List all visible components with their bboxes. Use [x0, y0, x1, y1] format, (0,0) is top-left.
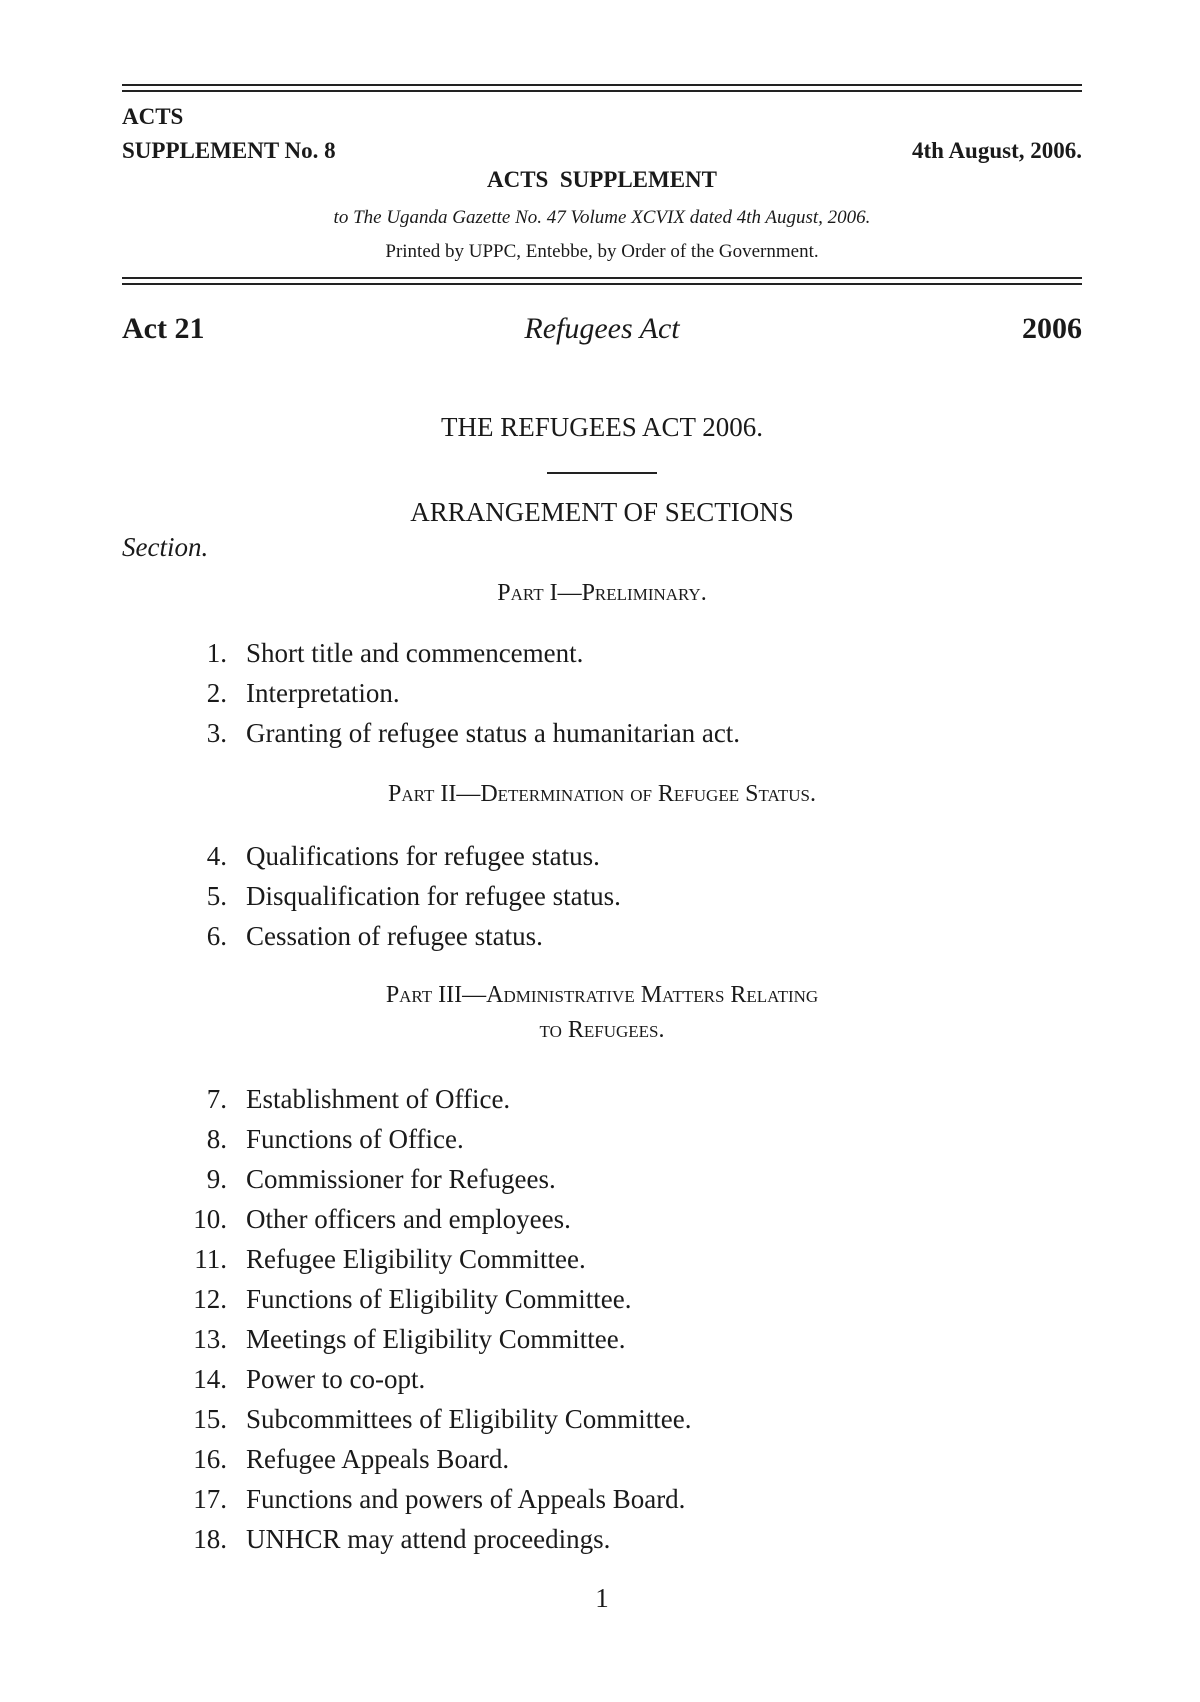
section-item	[122, 1441, 1082, 1477]
section-number: 7.	[206, 1084, 227, 1114]
section-number: 5.	[206, 881, 227, 911]
section-item	[122, 1521, 1082, 1557]
section-item	[122, 675, 1082, 711]
section-title: Functions of Eligibility Committee.	[246, 1284, 632, 1314]
section-item	[122, 1161, 1082, 1197]
section-item	[122, 1281, 1082, 1317]
act-short-title: Refugees Act	[524, 312, 680, 345]
section-title: Short title and commencement.	[246, 638, 584, 668]
section-number: 17.	[193, 1484, 227, 1514]
section-title: Subcommittees of Eligibility Committee.	[246, 1404, 692, 1434]
section-title: Interpretation.	[246, 678, 400, 708]
section-item	[122, 1481, 1082, 1517]
section-title: Qualifications for refugee status.	[246, 841, 600, 871]
section-title: Disqualification for refugee status.	[246, 881, 621, 911]
section-item	[122, 1121, 1082, 1157]
section-title: Refugee Eligibility Committee.	[246, 1244, 586, 1274]
supplement-number: SUPPLEMENT No. 8	[122, 138, 336, 163]
section-item	[122, 1321, 1082, 1357]
header-double-rule	[122, 277, 1082, 285]
section-item	[122, 1201, 1082, 1237]
section-number: 2.	[206, 678, 227, 708]
section-title: Refugee Appeals Board.	[246, 1444, 510, 1474]
part-heading-line-2: to Refugees.	[539, 1017, 665, 1043]
document-title: THE REFUGEES ACT 2006.	[440, 412, 764, 442]
top-double-rule	[122, 84, 1082, 92]
document-page	[122, 0, 1082, 1702]
section-item	[122, 1361, 1082, 1397]
section-item	[122, 918, 1082, 954]
section-title: Commissioner for Refugees.	[246, 1164, 556, 1194]
section-title: Functions and powers of Appeals Board.	[246, 1484, 686, 1514]
section-column-label: Section.	[122, 532, 209, 562]
section-title: Functions of Office.	[246, 1124, 464, 1154]
supplement-title: ACTS SUPPLEMENT	[486, 167, 718, 192]
acts-label: ACTS	[122, 104, 184, 129]
supplement-date: 4th August, 2006.	[912, 138, 1082, 163]
section-title: Granting of refugee status a humanitarian act.	[246, 718, 741, 748]
section-title: UNHCR may attend proceedings.	[246, 1524, 611, 1554]
section-number: 15.	[193, 1404, 227, 1434]
part-heading: Part I—Preliminary.	[497, 580, 707, 606]
section-number: 8.	[206, 1124, 227, 1154]
title-underline-rule	[547, 472, 657, 474]
section-title: Power to co-opt.	[246, 1364, 426, 1394]
section-title: Cessation of refugee status.	[246, 921, 543, 951]
section-number: 3.	[206, 718, 227, 748]
page-number: 1	[595, 1583, 609, 1613]
section-number: 1.	[206, 638, 227, 668]
section-number: 16.	[193, 1444, 227, 1474]
act-number: Act 21	[122, 312, 205, 345]
gazette-reference: to The Uganda Gazette No. 47 Volume XCVIX dated 4th August, 2006.	[333, 207, 871, 228]
section-number: 12.	[193, 1284, 227, 1314]
section-title: Meetings of Eligibility Committee.	[246, 1324, 626, 1354]
section-item	[122, 635, 1082, 671]
act-year: 2006	[1022, 312, 1082, 345]
section-number: 10.	[193, 1204, 227, 1234]
section-item	[122, 1081, 1082, 1117]
section-title: Establishment of Office.	[246, 1084, 511, 1114]
section-item	[122, 1241, 1082, 1277]
section-item	[122, 838, 1082, 874]
section-title: Other officers and employees.	[246, 1204, 571, 1234]
section-number: 9.	[206, 1164, 227, 1194]
part-heading-line-1: Part III—Administrative Matters Relating	[385, 982, 819, 1008]
section-number: 14.	[193, 1364, 227, 1394]
section-item	[122, 878, 1082, 914]
section-number: 18.	[193, 1524, 227, 1554]
arrangement-heading: ARRANGEMENT OF SECTIONS	[410, 497, 794, 527]
section-item	[122, 715, 1082, 751]
section-number: 4.	[206, 841, 227, 871]
section-item	[122, 1401, 1082, 1437]
section-number: 6.	[206, 921, 227, 951]
section-number: 11.	[194, 1244, 227, 1274]
part-heading: Part II—Determination of Refugee Status.	[388, 781, 816, 807]
printer-line: Printed by UPPC, Entebbe, by Order of the Government.	[385, 241, 819, 262]
section-number: 13.	[193, 1324, 227, 1354]
